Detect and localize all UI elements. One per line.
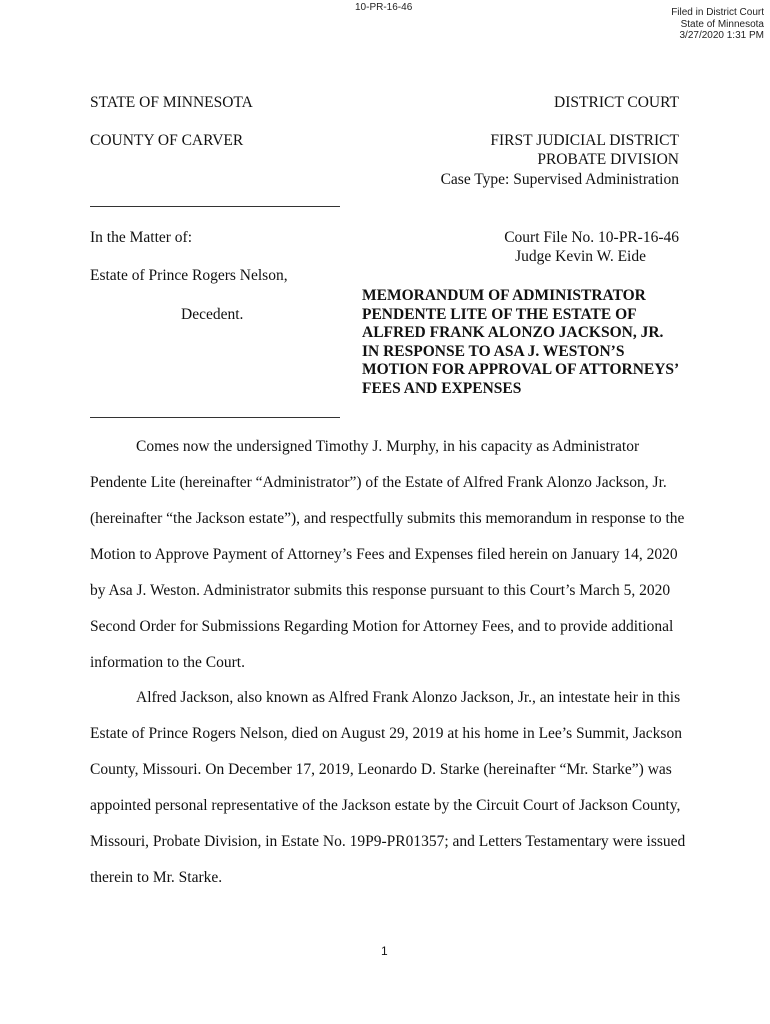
court-label: DISTRICT COURT (554, 94, 679, 111)
estate-name: Estate of Prince Rogers Nelson, (90, 267, 288, 284)
body-line: Second Order for Submissions Regarding Motion for Attorney Fees, and to provide additional (90, 618, 674, 635)
judge-name: Judge Kevin W. Eide (515, 248, 646, 265)
title-line: IN RESPONSE TO ASA J. WESTON’S (362, 342, 625, 360)
filing-stamp-line: Filed in District Court (671, 7, 764, 18)
county-label: COUNTY OF CARVER (90, 132, 244, 149)
body-line: Missouri, Probate Division, in Estate No. 19P9-PR01357; and Letters Testamentary were issued (90, 833, 686, 850)
body-line: appointed personal representative of the Jackson estate by the Circuit Court of Jackson County, (90, 797, 681, 814)
caption-divider-top (90, 206, 340, 207)
page-number: 1 (381, 944, 388, 958)
body-line: Estate of Prince Rogers Nelson, died on August 29, 2019 at his home in Lee’s Summit, Jackson (90, 725, 682, 742)
state-label: STATE OF MINNESOTA (90, 94, 253, 111)
body-line: by Asa J. Weston. Administrator submits this response pursuant to this Court’s March 5, 2020 (90, 582, 671, 599)
title-line: ALFRED FRANK ALONZO JACKSON, JR. (362, 324, 664, 342)
title-line: PENDENTE LITE OF THE ESTATE OF (362, 305, 637, 323)
title-line: MEMORANDUM OF ADMINISTRATOR (362, 287, 646, 304)
decedent-label: Decedent. (181, 306, 244, 323)
filing-stamp-line: State of Minnesota (680, 18, 764, 30)
district-label: FIRST JUDICIAL DISTRICT (490, 132, 679, 149)
body-line: therein to Mr. Starke. (90, 869, 223, 886)
title-line: MOTION FOR APPROVAL OF ATTORNEYS’ (362, 361, 680, 379)
body-line: County, Missouri. On December 17, 2019, Leonardo D. Starke (hereinafter “Mr. Starke”) was (90, 761, 672, 778)
body-line: Motion to Approve Payment of Attorney’s Fees and Expenses filed herein on January 14, 2020 (90, 546, 678, 563)
filing-stamp-line: 3/27/2020 1:31 PM (679, 30, 764, 41)
title-line: FEES AND EXPENSES (362, 379, 522, 397)
matter-label: In the Matter of: (90, 229, 193, 246)
filing-stamp (671, 7, 764, 42)
court-file-number: Court File No. 10-PR-16-46 (504, 229, 679, 246)
memorandum-title (362, 287, 679, 399)
body-line: information to the Court. (90, 654, 245, 671)
division-label: PROBATE DIVISION (537, 151, 679, 168)
docket-number-header: 10-PR-16-46 (355, 2, 413, 13)
caption-divider-bottom (90, 417, 340, 418)
body-line: (hereinafter “the Jackson estate”), and respectfully submits this memorandum in response to the (90, 510, 685, 527)
body-line: Comes now the undersigned Timothy J. Murphy, in his capacity as Administrator (136, 438, 640, 455)
body-line: Pendente Lite (hereinafter “Administrator”) of the Estate of Alfred Frank Alonzo Jackson, Jr. (90, 474, 667, 491)
body-line: Alfred Jackson, also known as Alfred Frank Alonzo Jackson, Jr., an intestate heir in this (136, 689, 681, 706)
case-type-label: Case Type: Supervised Administration (440, 171, 679, 188)
